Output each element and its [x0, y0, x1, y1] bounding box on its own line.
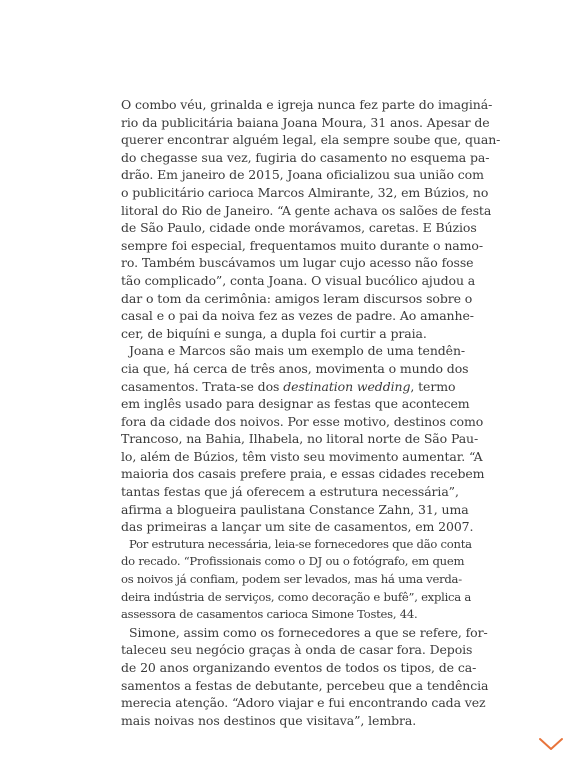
text-line: sempre foi especial, frequentamos muito durante o namo-	[121, 237, 483, 253]
text-line: Simone, assim como os fornecedores a que se refere, for-	[129, 624, 488, 640]
text-line: Joana e Marcos são mais um exemplo de uma tendên-	[129, 343, 466, 359]
chevron-down-icon	[538, 736, 564, 752]
text-line: o publicitário carioca Marcos Almirante, 32, em Búzios, no	[121, 184, 489, 200]
text-line: em inglês usado para designar as festas que acontecem	[121, 396, 470, 412]
text-line: assessora de casamentos carioca Simone Tostes, 44.	[121, 607, 418, 622]
text-line: fora da cidade dos noivos. Por esse motivo, destinos como	[121, 413, 484, 429]
text-line: O combo véu, grinalda e igreja nunca fez parte do imaginá-	[121, 97, 493, 112]
text-line: mais noivas nos destinos que visitava”, lembra.	[121, 712, 417, 728]
text-line: cia que, há cerca de três anos, movimenta o mundo dos	[121, 360, 469, 376]
paragraph-2	[121, 342, 485, 536]
text-line: maioria dos casais prefere praia, e essas cidades recebem	[121, 466, 485, 482]
italic-term: destination wedding	[283, 378, 411, 394]
text-line: Por estrutura necessária, leia-se fornecedores que dão conta	[129, 536, 472, 551]
text-line-with-term	[121, 378, 457, 396]
text-line: merecia atenção. “Adoro viajar e fui encontrando cada vez	[121, 695, 486, 711]
next-page-button[interactable]	[538, 736, 564, 752]
text-line: taleceu seu negócio graças à onda de casar fora. Depois	[121, 642, 473, 658]
text-line: Trancoso, na Bahia, Ilhabela, no litoral norte de São Pau-	[121, 431, 479, 447]
text-line: do recado. “Profissionais como o DJ ou o fotógrafo, em quem	[121, 554, 465, 569]
text-line: litoral do Rio de Janeiro. “A gente achava os salões de festa	[121, 202, 492, 218]
text-line: deira indústria de serviços, como decoração e bufê”, explica a	[121, 589, 472, 604]
text-fragment: , termo	[410, 378, 456, 394]
text-line: lo, além de Búzios, têm visto seu movimento aumentar. “A	[121, 448, 483, 464]
text-line: tantas festas que já oferecem a estrutura necessária”,	[121, 484, 459, 500]
text-line: casal e o pai da noiva fez as vezes de padre. Ao amanhe-	[121, 308, 474, 324]
text-line: de São Paulo, cidade onde morávamos, caretas. E Búzios	[121, 220, 477, 236]
text-fragment: casamentos. Trata-se dos	[121, 378, 284, 394]
text-line: os noivos já confiam, podem ser levados, mas há uma verda-	[121, 572, 462, 587]
text-line: afirma a blogueira paulistana Constance Zahn, 31, uma	[121, 501, 469, 517]
text-line: dar o tom da cerimônia: amigos leram discursos sobre o	[121, 290, 473, 306]
text-line: de 20 anos organizando eventos de todos os tipos, de ca-	[121, 660, 477, 675]
article-body	[121, 96, 501, 729]
text-line: do chegasse sua vez, fugiria do casamento no esquema pa-	[121, 149, 490, 165]
text-line: tão complicado”, conta Joana. O visual bucólico ajudou a	[121, 272, 476, 288]
paragraph-4	[121, 624, 489, 730]
paragraph-1	[121, 96, 501, 342]
text-line: drão. Em janeiro de 2015, Joana oficializou sua união com	[121, 167, 484, 183]
text-line: cer, de biquíni e sunga, a dupla foi curtir a praia.	[121, 325, 427, 341]
paragraph-3	[121, 536, 472, 624]
text-line: das primeiras a lançar um site de casamentos, em 2007.	[121, 519, 474, 535]
text-line: samentos a festas de debutante, percebeu que a tendência	[121, 677, 489, 693]
text-line: querer encontrar alguém legal, ela sempre soube que, quan-	[121, 132, 501, 148]
text-line: ro. Também buscávamos um lugar cujo acesso não fosse	[121, 255, 474, 271]
text-line: rio da publicitária baiana Joana Moura, 31 anos. Apesar de	[121, 114, 490, 130]
